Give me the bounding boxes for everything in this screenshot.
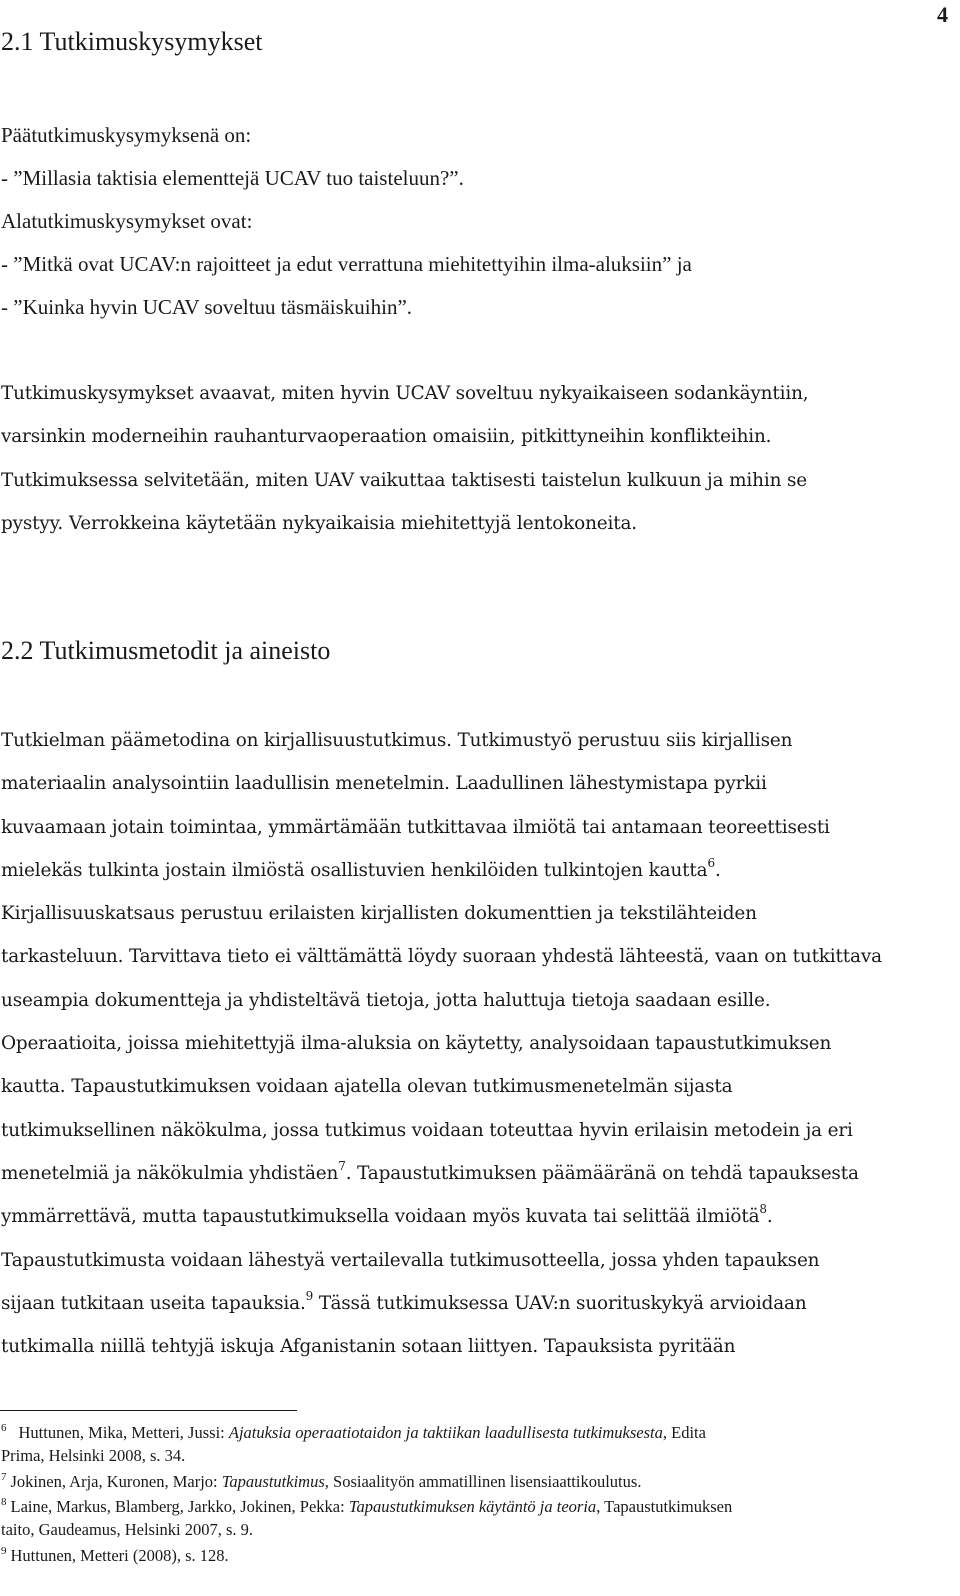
footnote-ref-8[interactable]: 8 bbox=[759, 1202, 767, 1217]
footnote-number: 9 bbox=[1, 1545, 7, 1557]
paragraph-line: Tutkimuskysymykset avaavat, miten hyvin UCAV soveltuu nykyaikaiseen sodankäyntiin, bbox=[1, 383, 809, 404]
paragraph-line: varsinkin moderneihin rauhanturvaoperaation omaisiin, pitkittyneihin konflikteihin. bbox=[1, 426, 772, 448]
page-number: 4 bbox=[937, 2, 948, 27]
footnote-text: , Edita bbox=[662, 1423, 706, 1442]
paragraph-line bbox=[1, 1152, 960, 1195]
footnote-text: , Tapaustutkimuksen bbox=[596, 1497, 733, 1516]
footnote-9 bbox=[1, 1545, 951, 1568]
paragraph-line: tutkimuksellinen näkökulma, jossa tutkimus voidaan toteuttaa hyvin erilaisin metodein ja eri bbox=[1, 1119, 853, 1141]
paragraph-line: useampia dokumentteja ja yhdisteltävä tietoja, jotta haluttuja tietoja saadaan esille. bbox=[1, 989, 771, 1011]
research-questions-paragraph bbox=[1, 372, 960, 545]
paragraph-line: Tutkielman päämetodina on kirjallisuustutkimus. Tutkimustyö perustuu siis kirjallisen bbox=[1, 730, 793, 751]
paragraph-line: Operaatioita, joissa miehitettyjä ilma-aluksia on käytetty, analysoidaan tapaustutkimuksen bbox=[1, 1033, 832, 1055]
footnote-text: Laine, Markus, Blamberg, Jarkko, Jokinen, Pekka: bbox=[10, 1497, 349, 1516]
footnote-title: Ajatuksia operaatiotaidon ja taktiikan laadullisesta tutkimuksesta bbox=[228, 1423, 663, 1442]
section-heading-methods: 2.2 Tutkimusmetodit ja aineisto bbox=[1, 636, 331, 665]
paragraph-line bbox=[1, 849, 960, 892]
paragraph-line: Tapaustutkimusta voidaan lähestyä vertailevalla tutkimusotteella, jossa yhden tapauksen bbox=[1, 1249, 820, 1271]
footnote-text: Huttunen, Mika, Metteri, Jussi: bbox=[18, 1423, 229, 1442]
paragraph-line: pystyy. Verrokkeina käytetään nykyaikaisia miehitettyjä lentokoneita. bbox=[1, 512, 638, 534]
sub-questions-label: Alatutkimuskysymykset ovat: bbox=[1, 209, 253, 233]
footnote-continuation: taito, Gaudeamus, Helsinki 2007, s. 9. bbox=[1, 1519, 254, 1539]
sub-question-2: - ”Kuinka hyvin UCAV soveltuu täsmäiskuihin”. bbox=[1, 295, 413, 319]
footnote-number: 8 bbox=[1, 1496, 7, 1508]
line-text-after: . Tapaustutkimuksen päämääränä on tehdä tapauksesta bbox=[345, 1162, 859, 1184]
footnote-text: Huttunen, Metteri (2008), s. 128. bbox=[10, 1546, 229, 1565]
footnote-ref-7[interactable]: 7 bbox=[338, 1158, 346, 1173]
line-text: mielekäs tulkinta jostain ilmiöstä osallistuvien henkilöiden tulkintojen kautta bbox=[1, 859, 708, 881]
line-text: sijaan tutkitaan useita tapauksia. bbox=[1, 1292, 306, 1314]
methods-paragraph bbox=[1, 719, 960, 1368]
footnote-6 bbox=[1, 1422, 951, 1467]
line-text: ymmärrettävä, mutta tapaustutkimuksella voidaan myös kuvata tai selittää ilmiötä bbox=[1, 1206, 760, 1228]
footnote-number: 6 bbox=[1, 1422, 7, 1434]
paragraph-line: materiaalin analysointiin laadullisin menetelmin. Laadullinen lähestymistapa pyrkii bbox=[1, 773, 767, 795]
paragraph-line: kautta. Tapaustutkimuksen voidaan ajatella olevan tutkimusmenetelmän sijasta bbox=[1, 1076, 733, 1098]
main-question-label: Päätutkimuskysymyksenä on: bbox=[1, 123, 252, 147]
footnote-title: Tapaustutkimuksen käytäntö ja teoria bbox=[348, 1497, 597, 1516]
footnote-text: , Sosiaalityön ammatillinen lisensiaattikoulutus. bbox=[324, 1472, 642, 1491]
footnote-7 bbox=[1, 1471, 951, 1494]
line-text-after: Tässä tutkimuksessa UAV:n suorituskykyä arvioidaan bbox=[313, 1292, 807, 1314]
paragraph-line: Kirjallisuuskatsaus perustuu erilaisten kirjallisten dokumenttien ja tekstilähteiden bbox=[1, 903, 757, 925]
footnote-text: Jokinen, Arja, Kuronen, Marjo: bbox=[10, 1472, 222, 1491]
line-text: menetelmiä ja näkökulmia yhdistäen bbox=[1, 1162, 339, 1184]
paragraph-line bbox=[1, 1195, 960, 1238]
footnote-8 bbox=[1, 1496, 951, 1541]
paragraph-line: Tutkimuksessa selvitetään, miten UAV vaikuttaa taktisesti taistelun kulkuun ja mihin se bbox=[1, 469, 807, 491]
footnote-separator bbox=[0, 1410, 297, 1411]
paragraph-line bbox=[1, 1282, 960, 1325]
section-heading-research-questions: 2.1 Tutkimuskysymykset bbox=[1, 27, 263, 56]
footnote-ref-6[interactable]: 6 bbox=[707, 855, 715, 870]
paragraph-line: kuvaamaan jotain toimintaa, ymmärtämään tutkittavaa ilmiötä tai antamaan teoreettisesti bbox=[1, 816, 830, 838]
paragraph-line: tutkimalla niillä tehtyjä iskuja Afganistanin sotaan liittyen. Tapauksista pyritään bbox=[1, 1336, 736, 1358]
footnote-title: Tapaustutkimus bbox=[221, 1472, 325, 1491]
line-text-after: . bbox=[766, 1206, 773, 1228]
footnote-continuation: Prima, Helsinki 2008, s. 34. bbox=[1, 1445, 186, 1465]
footnote-number: 7 bbox=[1, 1471, 7, 1483]
main-question: - ”Millasia taktisia elementtejä UCAV tuo taisteluun?”. bbox=[1, 166, 464, 190]
paragraph-line: tarkasteluun. Tarvittava tieto ei välttämättä löydy suoraan yhdestä lähteestä, vaan on tutkittava bbox=[1, 946, 882, 968]
line-text-after: . bbox=[714, 859, 721, 881]
footnote-ref-9[interactable]: 9 bbox=[305, 1288, 314, 1303]
sub-question-1: - ”Mitkä ovat UCAV:n rajoitteet ja edut verrattuna miehitettyihin ilma-aluksiin” ja bbox=[1, 252, 692, 276]
